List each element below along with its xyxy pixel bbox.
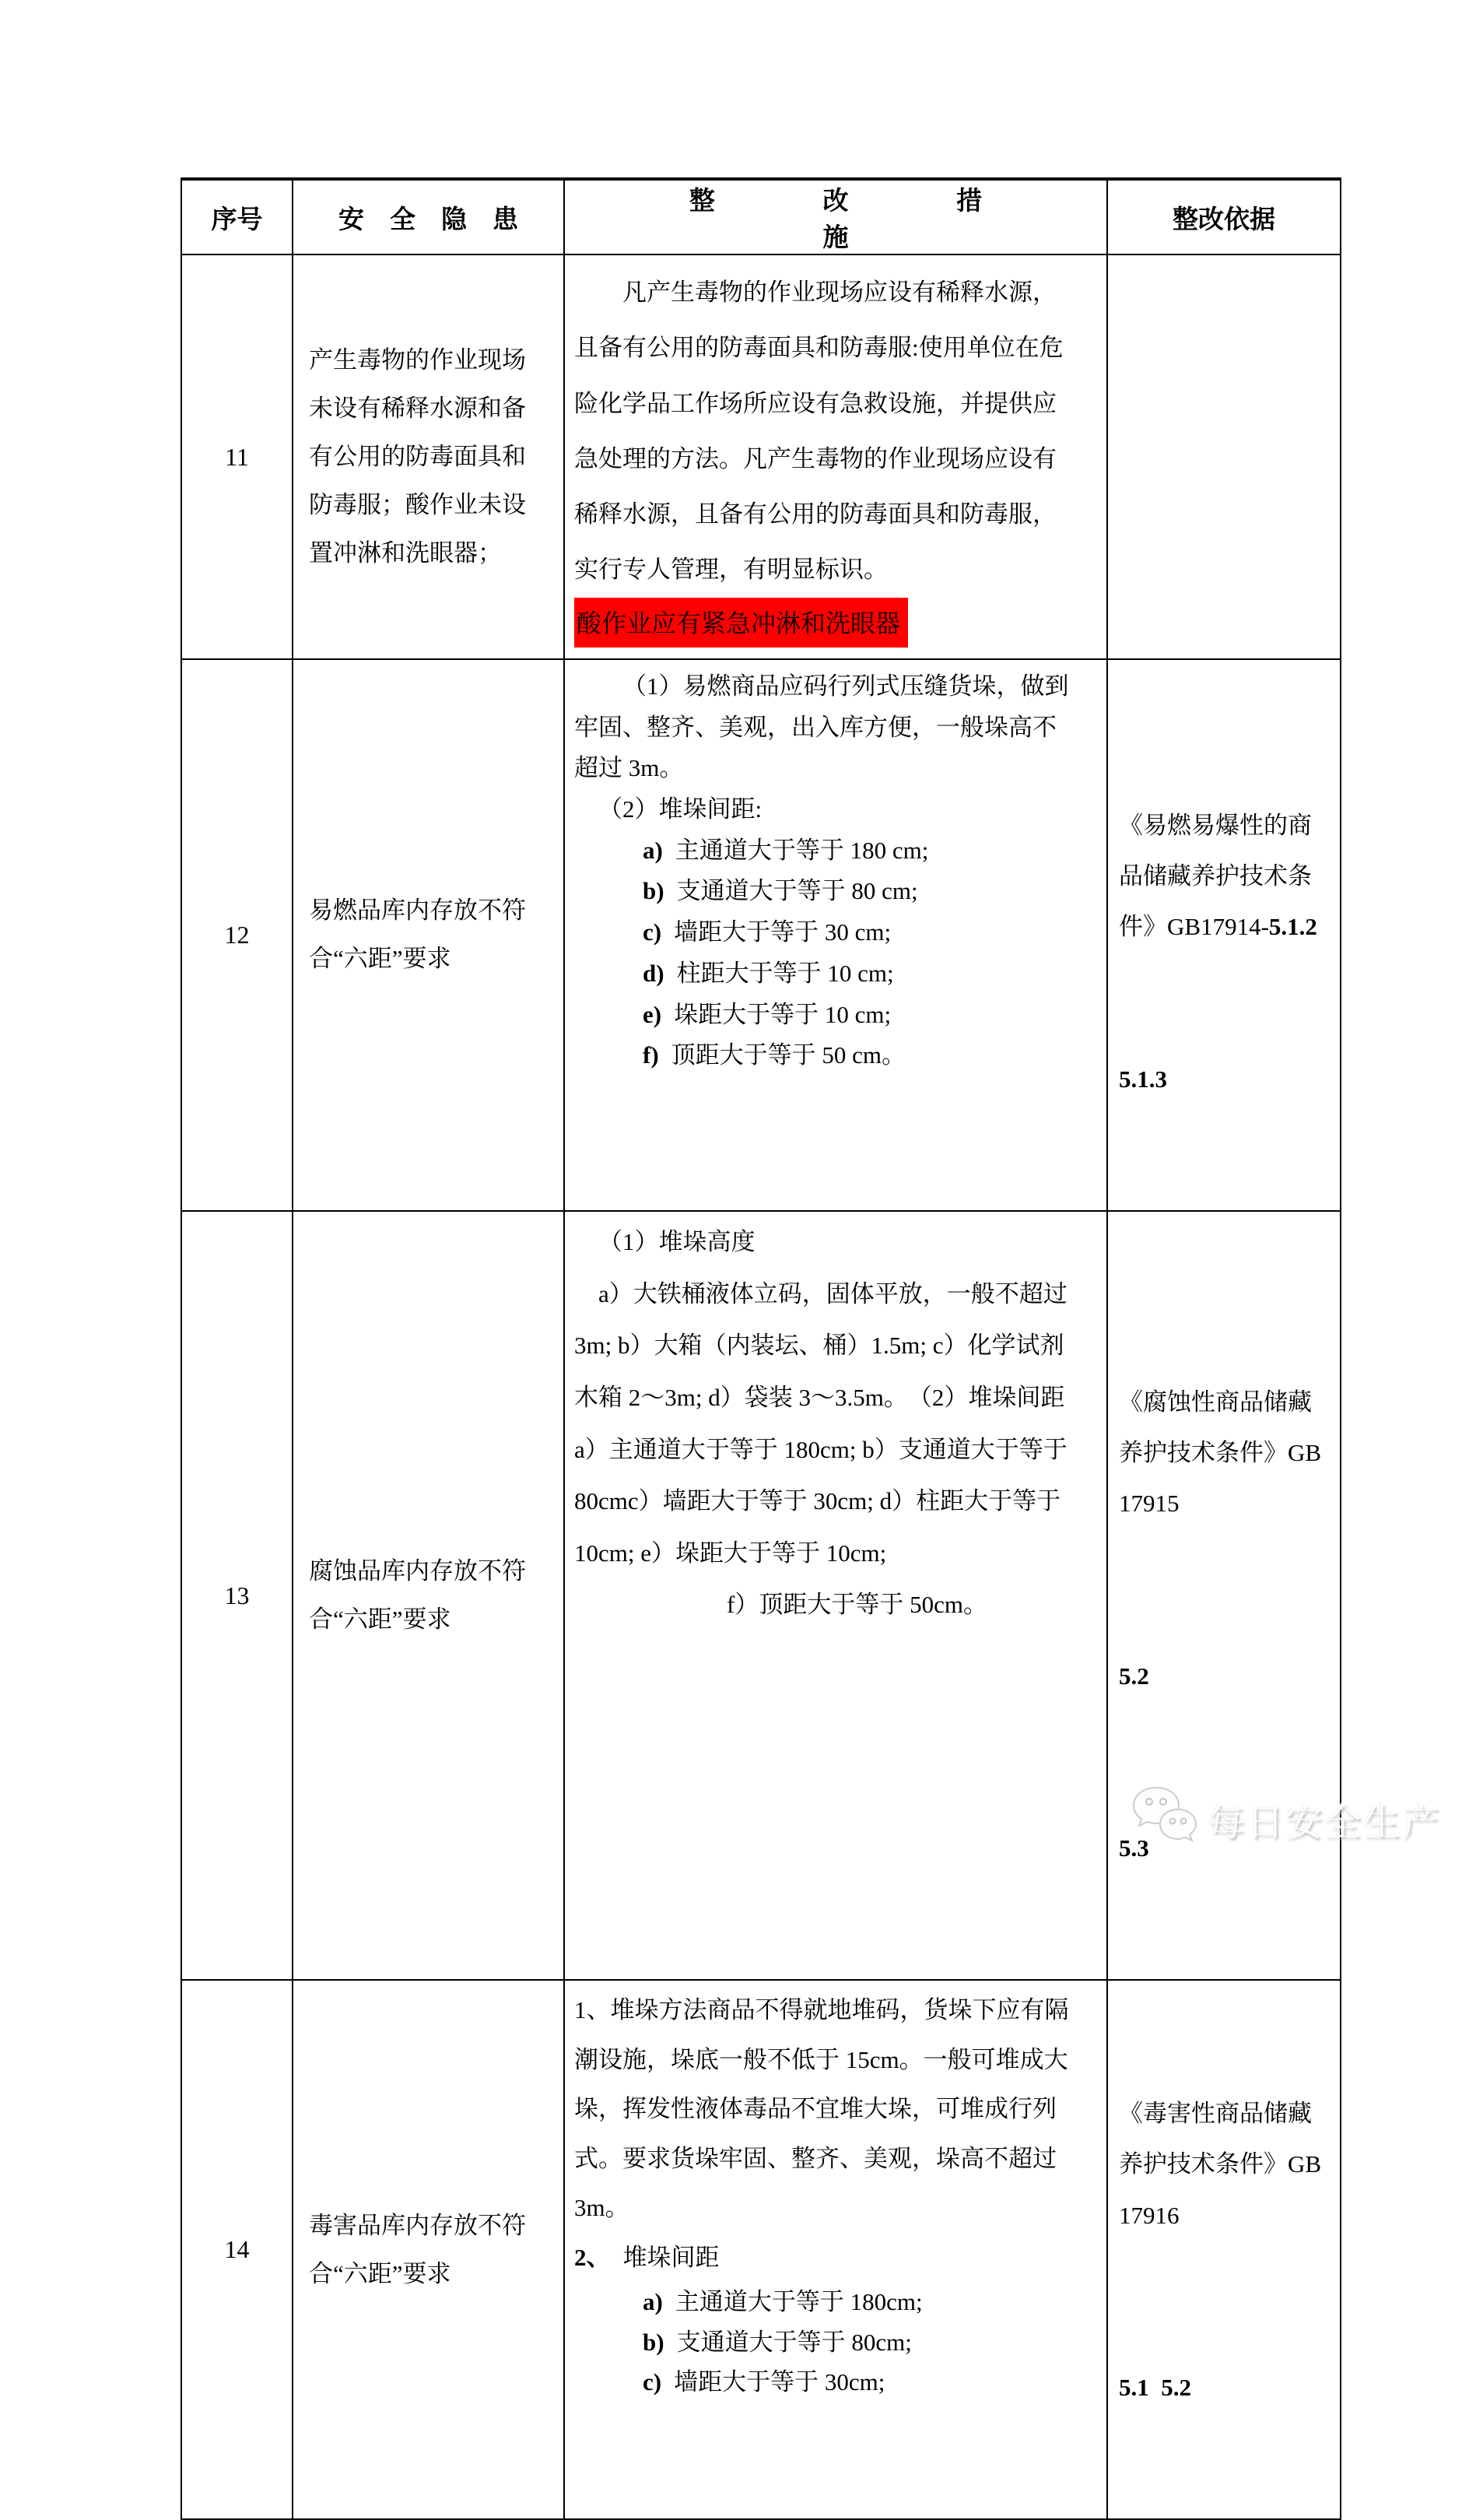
table-row: [181, 1980, 1341, 2519]
cell-row13-hazard: [293, 1211, 564, 1980]
table-row: [181, 254, 1341, 659]
cell-row12-no: [181, 659, 293, 1211]
header-basis: 整改依据: [1107, 179, 1341, 254]
list-marker: d): [643, 959, 664, 987]
measure-paragraph: 2、 堆垛间距: [574, 2243, 720, 2271]
hazard-rectification-table: [181, 177, 1341, 2520]
list-marker: b): [643, 877, 664, 905]
list-marker: c): [643, 918, 662, 946]
table-row: [181, 1211, 1341, 1980]
cell-row11-no: [181, 254, 293, 659]
cell-row14-basis: [1107, 1980, 1341, 2519]
wechat-logo-icon: [1130, 1785, 1201, 1854]
list-text: 支通道大于等于 80 cm;: [676, 877, 918, 905]
measure-paragraph: （2）堆垛间距:: [598, 795, 763, 823]
cell-row11-measure: [564, 254, 1107, 659]
row-number: 11: [225, 442, 249, 471]
header-measure: 整改措施: [564, 179, 1107, 254]
hazard-text: 易燃品库内存放不符合“六距”要求: [309, 897, 526, 973]
list-item: [574, 830, 1080, 872]
list-marker: b): [643, 2328, 664, 2356]
basis-clause: 5.1.2: [1268, 913, 1317, 941]
cell-row14-measure: [564, 1980, 1107, 2519]
hazard-text: 毒害品库内存放不符合“六距”要求: [309, 2211, 526, 2287]
list-item: [574, 2322, 1080, 2362]
list-text: 柱距大于等于 10 cm;: [676, 959, 894, 987]
list-item: [574, 953, 1080, 995]
basis-text: 《毒害性商品储藏养护技术条件》GB 17916: [1119, 2100, 1327, 2229]
row-number: 12: [224, 920, 250, 949]
header-no: 序号: [181, 179, 293, 254]
measure-paragraph: （1）易燃商品应码行列式压缝货垛，做到牢固、整齐、美观，出入库方便，一般垛高不超过 3m。: [574, 672, 1069, 782]
list-item: [574, 995, 1080, 1036]
list-marker: a): [643, 2288, 663, 2316]
basis-clause: 5.1 5.2: [1119, 2373, 1191, 2401]
cell-row13-basis: [1107, 1211, 1341, 1980]
measure-paragraph: f）顶距大于等于 50cm。: [727, 1591, 987, 1619]
basis-clause: 5.1.3: [1119, 1065, 1167, 1093]
list-marker: f): [643, 1041, 659, 1069]
list-text: 主通道大于等于 180 cm;: [675, 836, 929, 864]
cell-row12-basis: [1107, 659, 1341, 1211]
list-text: 顶距大于等于 50 cm。: [671, 1041, 906, 1069]
hazard-text: 腐蚀品库内存放不符合“六距”要求: [309, 1557, 526, 1634]
basis-text: 《易燃易爆性的商品储藏养护技术条件》GB17914-5.1.2: [1119, 812, 1317, 941]
list-item: [574, 912, 1080, 953]
row-number: 13: [224, 1581, 250, 1609]
cell-row14-no: [181, 1980, 293, 2519]
highlighted-text: 酸作业应有紧急冲淋和洗眼器: [574, 598, 908, 648]
measure-paragraph: （1）堆垛高度: [598, 1227, 756, 1255]
list-marker: c): [643, 2367, 662, 2395]
measure-paragraph: 1、堆垛方法商品不得就地堆码，货垛下应有隔潮设施，垛底一般不低于 15cm。一般可堆成大垛，挥发性液体毒品不宜堆大垛，可堆成行列式。要求货垛牢固、整齐、美观，垛高不超过 3m。: [574, 1996, 1069, 2222]
list-marker: a): [643, 836, 663, 864]
watermark: [1130, 1776, 1457, 1862]
cell-row11-basis: [1107, 254, 1341, 659]
measure-paragraph: 凡产生毒物的作业现场应设有稀释水源，且备有公用的防毒面具和防毒服:使用单位在危险化学品工作场所应设有急救设施，并提供应急处理的方法。凡产生毒物的作业现场应设有稀释水源，且备有公用的防毒面具和防毒服，实行专人管理，有明显标识。: [574, 279, 1064, 584]
cell-row12-hazard: [293, 659, 564, 1211]
basis-clause: 5.2: [1119, 1662, 1149, 1690]
list-marker: e): [643, 1000, 662, 1028]
watermark-text: 每日安全生产: [1208, 1802, 1442, 1844]
list-text: 主通道大于等于 180cm;: [675, 2288, 923, 2316]
list-item: [574, 1035, 1080, 1076]
cell-row13-no: [181, 1211, 293, 1980]
table-row: [181, 659, 1341, 1211]
hazard-text: 产生毒物的作业现场未设有稀释水源和备有公用的防毒面具和防毒服；酸作业未设置冲淋和洗眼器；: [309, 346, 526, 567]
basis-text: 《腐蚀性商品储藏养护技术条件》GB 17915: [1119, 1388, 1327, 1518]
list-text: 墙距大于等于 30 cm;: [674, 918, 892, 946]
cell-row14-hazard: [293, 1980, 564, 2519]
list-text: 墙距大于等于 30cm;: [674, 2367, 885, 2395]
list-text: 垛距大于等于 10 cm;: [674, 1000, 892, 1028]
basis-clause: 5.3: [1119, 1834, 1149, 1862]
header-row: [181, 179, 1341, 254]
list-item: [574, 2362, 1080, 2402]
header-hazard: 安全隐患: [293, 179, 564, 254]
measure-content: [574, 265, 1080, 648]
list-text: 支通道大于等于 80cm;: [676, 2328, 912, 2356]
list-item: [574, 871, 1080, 912]
list-marker: 2、: [574, 2243, 611, 2271]
list-item: [574, 2282, 1080, 2322]
cell-row13-measure: [564, 1211, 1107, 1980]
cell-row11-hazard: [293, 254, 564, 659]
cell-row12-measure: [564, 659, 1107, 1211]
measure-paragraph: a）大铁桶液体立码，固体平放，一般不超过 3m; b）大箱（内装坛、桶）1.5m; c）化学试剂木箱 2～3m; d）袋装 3～3.5m。 （2）堆垛间距 a）主通道大于等于 180cm; b）支通道大于等于 80cmc）墙距大于等于 30cm; d）柱距大于等于 10cm; e）垛距大于等于 10cm;: [574, 1279, 1068, 1567]
row-number: 14: [224, 2235, 250, 2264]
